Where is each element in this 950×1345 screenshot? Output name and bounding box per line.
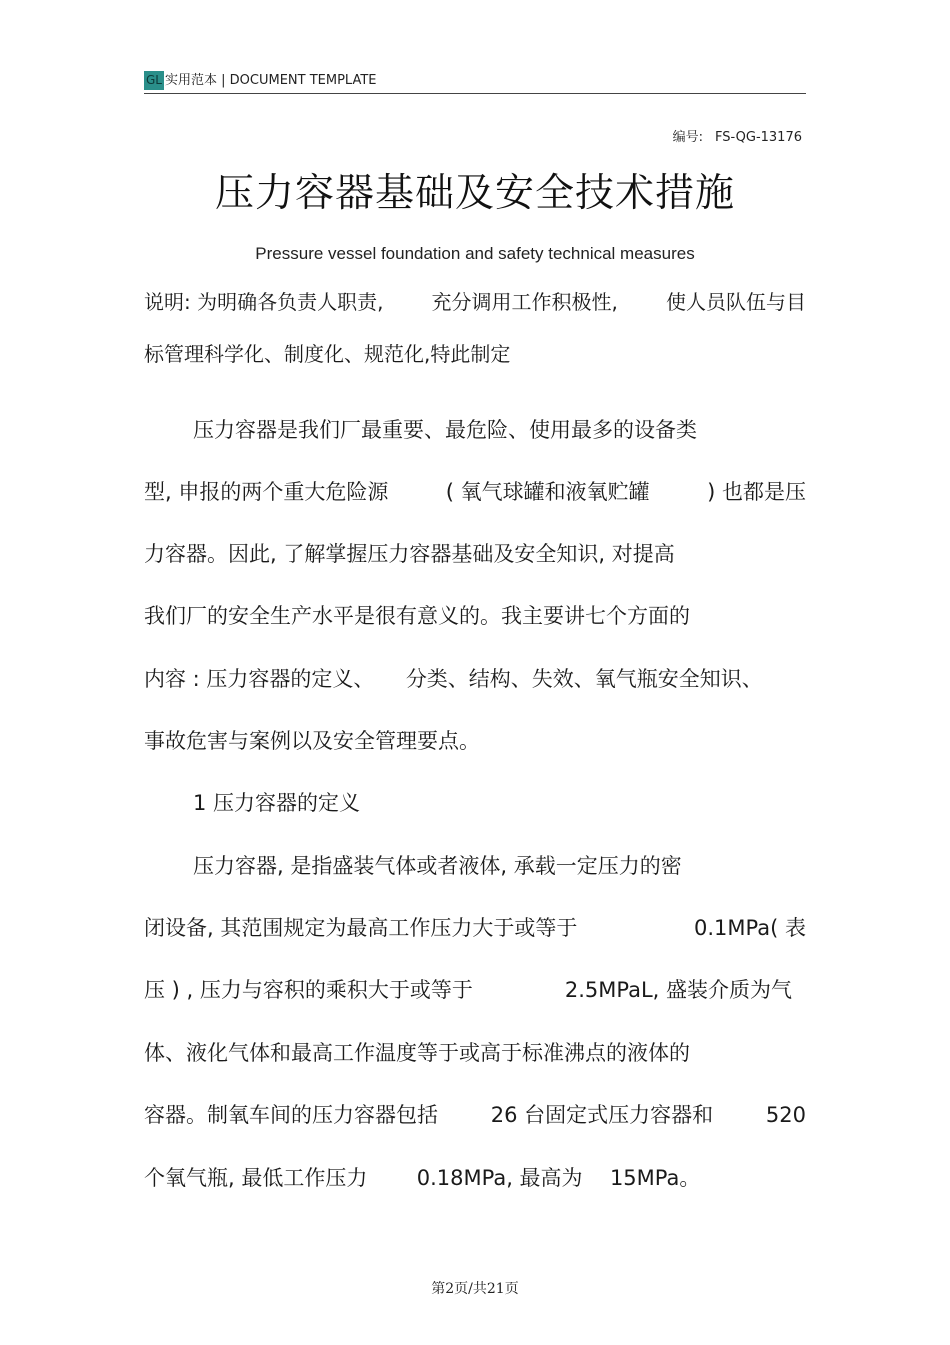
document-subtitle: Pressure vessel foundation and safety technical measures <box>255 244 695 263</box>
document-number <box>560 126 802 145</box>
document-title: 压力容器基础及安全技术措施 <box>214 171 735 216</box>
body-line: 压力容器, 是指盛装气体或者液体, 承载一定压力的密 <box>193 854 682 878</box>
document-number-label: 编号: <box>672 130 703 145</box>
body-segment: 分类、结构、失效、氧气瓶安全知识、 <box>405 667 763 691</box>
body-line: 压力容器是我们厂最重要、最危险、使用最多的设备类 <box>193 418 697 442</box>
body-segment: 520 <box>765 1103 806 1127</box>
body-segment: ) 也都是压 <box>707 480 806 504</box>
intro-line: 标管理科学化、制度化、规范化,特此制定 <box>144 342 511 366</box>
body-line: 力容器。因此, 了解掌握压力容器基础及安全知识, 对提高 <box>144 542 675 566</box>
header-text: 实用范本 | DOCUMENT TEMPLATE <box>165 73 377 88</box>
body-segment: 26 台固定式压力容器和 <box>490 1103 714 1127</box>
body-segment: 型, 申报的两个重大危险源 <box>144 480 389 504</box>
body-line: 事故危害与案例以及安全管理要点。 <box>144 729 480 753</box>
body-segment: 0.18MPa, 最高为 <box>416 1166 583 1190</box>
body-segment: ( 氧气球罐和液氧贮罐 <box>445 480 650 504</box>
body-line: 体、液化气体和最高工作温度等于或高于标准沸点的液体的 <box>144 1041 690 1065</box>
body-segment: 个氧气瓶, 最低工作压力 <box>144 1166 368 1190</box>
body-line <box>144 913 806 943</box>
body-line <box>144 975 792 1005</box>
body-segment: 2.5MPaL, 盛装介质为气 <box>564 978 792 1002</box>
body-segment: 闭设备, 其范围规定为最高工作压力大于或等于 <box>144 916 578 940</box>
intro-segment: 使人员队伍与目 <box>666 290 806 314</box>
body-segment: 15MPa。 <box>609 1166 701 1190</box>
body-line <box>144 1100 806 1130</box>
body-line: 我们厂的安全生产水平是很有意义的。我主要讲七个方面的 <box>144 604 690 628</box>
body-segment: 容器。制氧车间的压力容器包括 <box>144 1103 438 1127</box>
header-rule <box>144 93 806 94</box>
body-segment: 压 ) , 压力与容积的乘积大于或等于 <box>144 978 473 1002</box>
body-segment: 0.1MPa( 表 <box>694 916 806 940</box>
body-line <box>144 1163 806 1193</box>
page-footer: 第2页/共21页 <box>431 1281 519 1297</box>
document-number-value: FS-QG-13176 <box>714 130 802 145</box>
page-header <box>144 70 806 92</box>
intro-line <box>144 288 806 316</box>
section-heading: 1 压力容器的定义 <box>193 791 361 815</box>
gl-logo-badge: GL <box>144 71 164 90</box>
body-line <box>144 477 806 507</box>
body-segment: 内容 : 压力容器的定义、 <box>144 667 375 691</box>
body-line <box>144 664 784 694</box>
intro-segment: 充分调用工作积极性, <box>431 290 618 314</box>
intro-segment: 说明: 为明确各负责人职责, <box>144 290 384 314</box>
